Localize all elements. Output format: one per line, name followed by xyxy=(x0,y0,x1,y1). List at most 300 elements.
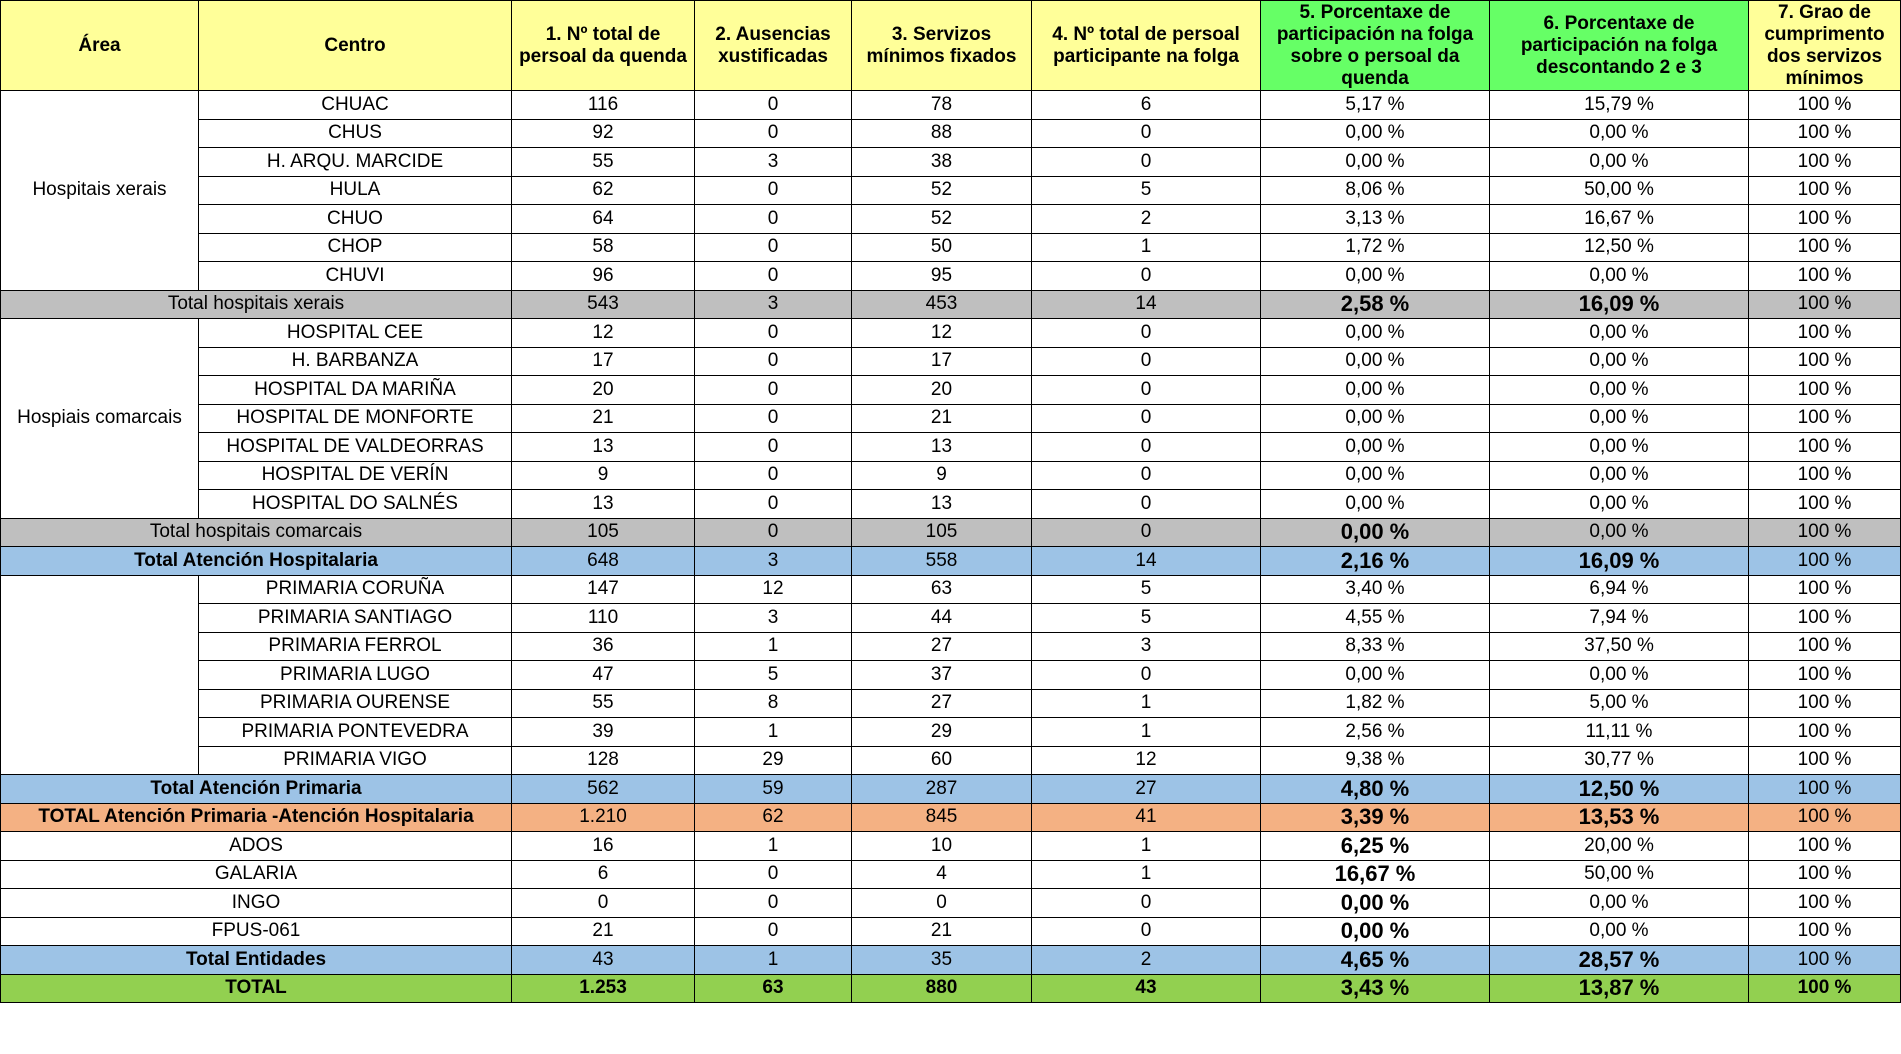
table-row xyxy=(1,376,1901,405)
cell-ausencias: 0 xyxy=(695,917,852,946)
total-row-hospitalaria xyxy=(1,547,1901,576)
cell-porcentaxe-descontando: 0,00 % xyxy=(1490,262,1749,291)
cell-porcentaxe-descontando: 37,50 % xyxy=(1490,632,1749,661)
total-label: Total Atención Primaria xyxy=(1,775,512,804)
cell-total-persoal: 128 xyxy=(512,746,695,775)
cell-porcentaxe-descontando: 0,00 % xyxy=(1490,661,1749,690)
table-row xyxy=(1,632,1901,661)
cell-porcentaxe-descontando: 0,00 % xyxy=(1490,404,1749,433)
cell-ausencias: 0 xyxy=(695,347,852,376)
cell-ausencias: 0 xyxy=(695,860,852,889)
cell-total-persoal: 64 xyxy=(512,205,695,234)
cell-servizos-minimos: 27 xyxy=(852,689,1032,718)
cell-porcentaxe-descontando: 6,94 % xyxy=(1490,575,1749,604)
header-centro: Centro xyxy=(199,1,512,91)
cell-servizos-minimos: 35 xyxy=(852,946,1032,975)
header-servizos-minimos: 3. Servizos mínimos fixados xyxy=(852,1,1032,91)
cell-total-persoal: 92 xyxy=(512,119,695,148)
cell-participantes: 0 xyxy=(1032,262,1261,291)
cell-total-persoal: 62 xyxy=(512,176,695,205)
table-row xyxy=(1,689,1901,718)
cell-ausencias: 59 xyxy=(695,775,852,804)
cell-total-persoal: 105 xyxy=(512,518,695,547)
cell-servizos-minimos: 0 xyxy=(852,889,1032,918)
cell-grao-cumprimento: 100 % xyxy=(1749,233,1901,262)
cell-participantes: 0 xyxy=(1032,917,1261,946)
table-row xyxy=(1,718,1901,747)
cell-ausencias: 5 xyxy=(695,661,852,690)
area-cell: Hospitais xerais xyxy=(1,91,199,291)
cell-porcentaxe-quenda: 0,00 % xyxy=(1261,148,1490,177)
cell-total-persoal: 13 xyxy=(512,433,695,462)
cell-grao-cumprimento: 100 % xyxy=(1749,290,1901,319)
subtotal-row-comarcais xyxy=(1,518,1901,547)
cell-centro: CHUO xyxy=(199,205,512,234)
total-row-ap-ah xyxy=(1,803,1901,832)
cell-porcentaxe-quenda: 0,00 % xyxy=(1261,433,1490,462)
table-row xyxy=(1,404,1901,433)
cell-grao-cumprimento: 100 % xyxy=(1749,205,1901,234)
cell-porcentaxe-descontando: 5,00 % xyxy=(1490,689,1749,718)
cell-participantes: 14 xyxy=(1032,547,1261,576)
cell-servizos-minimos: 558 xyxy=(852,547,1032,576)
cell-total-persoal: 562 xyxy=(512,775,695,804)
cell-centro: PRIMARIA OURENSE xyxy=(199,689,512,718)
cell-total-persoal: 0 xyxy=(512,889,695,918)
cell-grao-cumprimento: 100 % xyxy=(1749,148,1901,177)
cell-porcentaxe-quenda: 16,67 % xyxy=(1261,860,1490,889)
table-row xyxy=(1,233,1901,262)
cell-porcentaxe-quenda: 9,38 % xyxy=(1261,746,1490,775)
cell-ausencias: 1 xyxy=(695,632,852,661)
cell-ausencias: 0 xyxy=(695,176,852,205)
cell-porcentaxe-descontando: 0,00 % xyxy=(1490,461,1749,490)
cell-total-persoal: 13 xyxy=(512,490,695,519)
cell-centro: H. BARBANZA xyxy=(199,347,512,376)
cell-porcentaxe-descontando: 16,09 % xyxy=(1490,547,1749,576)
cell-porcentaxe-descontando: 50,00 % xyxy=(1490,860,1749,889)
cell-servizos-minimos: 37 xyxy=(852,661,1032,690)
cell-grao-cumprimento: 100 % xyxy=(1749,518,1901,547)
cell-centro: PRIMARIA CORUÑA xyxy=(199,575,512,604)
cell-porcentaxe-quenda: 8,33 % xyxy=(1261,632,1490,661)
cell-porcentaxe-descontando: 13,53 % xyxy=(1490,803,1749,832)
cell-participantes: 41 xyxy=(1032,803,1261,832)
cell-ausencias: 62 xyxy=(695,803,852,832)
cell-ausencias: 0 xyxy=(695,119,852,148)
cell-servizos-minimos: 105 xyxy=(852,518,1032,547)
cell-grao-cumprimento: 100 % xyxy=(1749,946,1901,975)
cell-porcentaxe-descontando: 11,11 % xyxy=(1490,718,1749,747)
cell-porcentaxe-quenda: 0,00 % xyxy=(1261,461,1490,490)
header-total-persoal: 1. Nº total de persoal da quenda xyxy=(512,1,695,91)
total-label: TOTAL xyxy=(1,974,512,1003)
header-porcentaxe-quenda: 5. Porcentaxe de participación na folga sobre o persoal da quenda xyxy=(1261,1,1490,91)
cell-servizos-minimos: 17 xyxy=(852,347,1032,376)
cell-porcentaxe-descontando: 0,00 % xyxy=(1490,319,1749,348)
cell-porcentaxe-descontando: 16,09 % xyxy=(1490,290,1749,319)
cell-centro: HOSPITAL DE VERÍN xyxy=(199,461,512,490)
cell-grao-cumprimento: 100 % xyxy=(1749,832,1901,861)
cell-grao-cumprimento: 100 % xyxy=(1749,575,1901,604)
cell-participantes: 5 xyxy=(1032,575,1261,604)
cell-servizos-minimos: 95 xyxy=(852,262,1032,291)
cell-ausencias: 0 xyxy=(695,376,852,405)
cell-porcentaxe-descontando: 20,00 % xyxy=(1490,832,1749,861)
cell-servizos-minimos: 845 xyxy=(852,803,1032,832)
cell-centro: HOSPITAL DO SALNÉS xyxy=(199,490,512,519)
cell-entidade: FPUS-061 xyxy=(1,917,512,946)
cell-porcentaxe-quenda: 6,25 % xyxy=(1261,832,1490,861)
cell-porcentaxe-descontando: 0,00 % xyxy=(1490,490,1749,519)
subtotal-row-xerais xyxy=(1,290,1901,319)
cell-ausencias: 1 xyxy=(695,946,852,975)
table-row xyxy=(1,860,1901,889)
cell-participantes: 0 xyxy=(1032,461,1261,490)
table-row xyxy=(1,205,1901,234)
cell-ausencias: 0 xyxy=(695,433,852,462)
cell-participantes: 0 xyxy=(1032,889,1261,918)
cell-ausencias: 8 xyxy=(695,689,852,718)
cell-participantes: 0 xyxy=(1032,376,1261,405)
cell-participantes: 0 xyxy=(1032,404,1261,433)
cell-grao-cumprimento: 100 % xyxy=(1749,974,1901,1003)
cell-grao-cumprimento: 100 % xyxy=(1749,718,1901,747)
cell-servizos-minimos: 21 xyxy=(852,404,1032,433)
table-row xyxy=(1,661,1901,690)
cell-total-persoal: 12 xyxy=(512,319,695,348)
cell-porcentaxe-quenda: 5,17 % xyxy=(1261,91,1490,120)
cell-grao-cumprimento: 100 % xyxy=(1749,632,1901,661)
table-row xyxy=(1,91,1901,120)
cell-porcentaxe-descontando: 30,77 % xyxy=(1490,746,1749,775)
cell-porcentaxe-quenda: 4,80 % xyxy=(1261,775,1490,804)
cell-grao-cumprimento: 100 % xyxy=(1749,775,1901,804)
cell-total-persoal: 9 xyxy=(512,461,695,490)
table-row xyxy=(1,319,1901,348)
cell-participantes: 2 xyxy=(1032,946,1261,975)
cell-participantes: 1 xyxy=(1032,689,1261,718)
cell-porcentaxe-quenda: 0,00 % xyxy=(1261,889,1490,918)
cell-porcentaxe-quenda: 2,56 % xyxy=(1261,718,1490,747)
cell-ausencias: 3 xyxy=(695,148,852,177)
table-row xyxy=(1,119,1901,148)
cell-grao-cumprimento: 100 % xyxy=(1749,404,1901,433)
cell-servizos-minimos: 12 xyxy=(852,319,1032,348)
cell-total-persoal: 116 xyxy=(512,91,695,120)
cell-participantes: 14 xyxy=(1032,290,1261,319)
cell-porcentaxe-descontando: 12,50 % xyxy=(1490,775,1749,804)
cell-servizos-minimos: 63 xyxy=(852,575,1032,604)
cell-ausencias: 0 xyxy=(695,233,852,262)
table-row xyxy=(1,746,1901,775)
table-row xyxy=(1,490,1901,519)
cell-participantes: 12 xyxy=(1032,746,1261,775)
cell-porcentaxe-descontando: 15,79 % xyxy=(1490,91,1749,120)
cell-porcentaxe-quenda: 0,00 % xyxy=(1261,661,1490,690)
table-row xyxy=(1,575,1901,604)
cell-grao-cumprimento: 100 % xyxy=(1749,803,1901,832)
total-label: Total Atención Hospitalaria xyxy=(1,547,512,576)
cell-total-persoal: 21 xyxy=(512,917,695,946)
cell-servizos-minimos: 38 xyxy=(852,148,1032,177)
cell-centro: CHUVI xyxy=(199,262,512,291)
cell-participantes: 27 xyxy=(1032,775,1261,804)
cell-porcentaxe-quenda: 2,58 % xyxy=(1261,290,1490,319)
cell-porcentaxe-descontando: 0,00 % xyxy=(1490,347,1749,376)
cell-servizos-minimos: 50 xyxy=(852,233,1032,262)
cell-grao-cumprimento: 100 % xyxy=(1749,746,1901,775)
cell-grao-cumprimento: 100 % xyxy=(1749,490,1901,519)
table-body xyxy=(1,91,1901,1003)
cell-participantes: 0 xyxy=(1032,661,1261,690)
table-row xyxy=(1,433,1901,462)
cell-ausencias: 3 xyxy=(695,290,852,319)
cell-ausencias: 1 xyxy=(695,832,852,861)
cell-servizos-minimos: 13 xyxy=(852,490,1032,519)
cell-centro: PRIMARIA SANTIAGO xyxy=(199,604,512,633)
cell-participantes: 5 xyxy=(1032,604,1261,633)
cell-ausencias: 0 xyxy=(695,205,852,234)
cell-porcentaxe-descontando: 0,00 % xyxy=(1490,119,1749,148)
cell-porcentaxe-quenda: 0,00 % xyxy=(1261,917,1490,946)
cell-total-persoal: 6 xyxy=(512,860,695,889)
header-grao-cumprimento: 7. Grao de cumprimento dos servizos mínimos xyxy=(1749,1,1901,91)
cell-participantes: 0 xyxy=(1032,119,1261,148)
cell-grao-cumprimento: 100 % xyxy=(1749,319,1901,348)
cell-participantes: 6 xyxy=(1032,91,1261,120)
cell-porcentaxe-quenda: 0,00 % xyxy=(1261,119,1490,148)
cell-grao-cumprimento: 100 % xyxy=(1749,433,1901,462)
cell-centro: HOSPITAL CEE xyxy=(199,319,512,348)
cell-porcentaxe-quenda: 1,82 % xyxy=(1261,689,1490,718)
table-row xyxy=(1,604,1901,633)
cell-centro: HOSPITAL DE VALDEORRAS xyxy=(199,433,512,462)
cell-porcentaxe-descontando: 0,00 % xyxy=(1490,148,1749,177)
cell-ausencias: 0 xyxy=(695,490,852,519)
cell-servizos-minimos: 20 xyxy=(852,376,1032,405)
cell-porcentaxe-descontando: 28,57 % xyxy=(1490,946,1749,975)
cell-ausencias: 29 xyxy=(695,746,852,775)
cell-servizos-minimos: 9 xyxy=(852,461,1032,490)
cell-total-persoal: 1.210 xyxy=(512,803,695,832)
cell-porcentaxe-descontando: 0,00 % xyxy=(1490,518,1749,547)
cell-servizos-minimos: 4 xyxy=(852,860,1032,889)
cell-centro: PRIMARIA LUGO xyxy=(199,661,512,690)
cell-porcentaxe-descontando: 0,00 % xyxy=(1490,889,1749,918)
cell-total-persoal: 21 xyxy=(512,404,695,433)
cell-ausencias: 0 xyxy=(695,404,852,433)
cell-grao-cumprimento: 100 % xyxy=(1749,91,1901,120)
cell-total-persoal: 58 xyxy=(512,233,695,262)
cell-servizos-minimos: 287 xyxy=(852,775,1032,804)
cell-porcentaxe-quenda: 0,00 % xyxy=(1261,376,1490,405)
cell-porcentaxe-quenda: 4,65 % xyxy=(1261,946,1490,975)
cell-porcentaxe-descontando: 50,00 % xyxy=(1490,176,1749,205)
cell-porcentaxe-quenda: 0,00 % xyxy=(1261,490,1490,519)
cell-total-persoal: 17 xyxy=(512,347,695,376)
cell-porcentaxe-quenda: 3,43 % xyxy=(1261,974,1490,1003)
cell-servizos-minimos: 10 xyxy=(852,832,1032,861)
cell-porcentaxe-descontando: 7,94 % xyxy=(1490,604,1749,633)
cell-servizos-minimos: 29 xyxy=(852,718,1032,747)
cell-total-persoal: 110 xyxy=(512,604,695,633)
cell-porcentaxe-descontando: 0,00 % xyxy=(1490,376,1749,405)
cell-servizos-minimos: 88 xyxy=(852,119,1032,148)
cell-participantes: 0 xyxy=(1032,433,1261,462)
cell-servizos-minimos: 52 xyxy=(852,205,1032,234)
cell-grao-cumprimento: 100 % xyxy=(1749,860,1901,889)
cell-centro: HULA xyxy=(199,176,512,205)
total-label: Total hospitais xerais xyxy=(1,290,512,319)
cell-grao-cumprimento: 100 % xyxy=(1749,547,1901,576)
cell-ausencias: 12 xyxy=(695,575,852,604)
cell-grao-cumprimento: 100 % xyxy=(1749,262,1901,291)
cell-centro: PRIMARIA VIGO xyxy=(199,746,512,775)
cell-total-persoal: 39 xyxy=(512,718,695,747)
cell-total-persoal: 36 xyxy=(512,632,695,661)
cell-total-persoal: 147 xyxy=(512,575,695,604)
table-row xyxy=(1,889,1901,918)
cell-participantes: 0 xyxy=(1032,490,1261,519)
grand-total-row xyxy=(1,974,1901,1003)
cell-porcentaxe-descontando: 16,67 % xyxy=(1490,205,1749,234)
cell-ausencias: 0 xyxy=(695,262,852,291)
header-area: Área xyxy=(1,1,199,91)
total-label: Total hospitais comarcais xyxy=(1,518,512,547)
cell-participantes: 2 xyxy=(1032,205,1261,234)
cell-ausencias: 0 xyxy=(695,889,852,918)
cell-total-persoal: 543 xyxy=(512,290,695,319)
cell-porcentaxe-quenda: 4,55 % xyxy=(1261,604,1490,633)
cell-servizos-minimos: 453 xyxy=(852,290,1032,319)
table-row xyxy=(1,461,1901,490)
total-label: TOTAL Atención Primaria -Atención Hospitalaria xyxy=(1,803,512,832)
cell-centro: H. ARQU. MARCIDE xyxy=(199,148,512,177)
cell-grao-cumprimento: 100 % xyxy=(1749,119,1901,148)
cell-porcentaxe-descontando: 0,00 % xyxy=(1490,433,1749,462)
cell-porcentaxe-quenda: 0,00 % xyxy=(1261,347,1490,376)
cell-servizos-minimos: 880 xyxy=(852,974,1032,1003)
cell-porcentaxe-quenda: 1,72 % xyxy=(1261,233,1490,262)
cell-servizos-minimos: 44 xyxy=(852,604,1032,633)
cell-total-persoal: 47 xyxy=(512,661,695,690)
cell-participantes: 0 xyxy=(1032,347,1261,376)
cell-porcentaxe-quenda: 2,16 % xyxy=(1261,547,1490,576)
cell-entidade: ADOS xyxy=(1,832,512,861)
cell-grao-cumprimento: 100 % xyxy=(1749,376,1901,405)
cell-porcentaxe-descontando: 12,50 % xyxy=(1490,233,1749,262)
cell-total-persoal: 55 xyxy=(512,689,695,718)
cell-centro: CHOP xyxy=(199,233,512,262)
cell-porcentaxe-quenda: 3,13 % xyxy=(1261,205,1490,234)
cell-total-persoal: 96 xyxy=(512,262,695,291)
cell-ausencias: 0 xyxy=(695,319,852,348)
cell-centro: HOSPITAL DE MONFORTE xyxy=(199,404,512,433)
area-cell xyxy=(1,575,199,775)
cell-participantes: 1 xyxy=(1032,233,1261,262)
cell-total-persoal: 20 xyxy=(512,376,695,405)
cell-centro: PRIMARIA PONTEVEDRA xyxy=(199,718,512,747)
cell-servizos-minimos: 52 xyxy=(852,176,1032,205)
area-cell: Hospiais comarcais xyxy=(1,319,199,519)
cell-participantes: 0 xyxy=(1032,518,1261,547)
header-participantes: 4. Nº total de persoal participante na folga xyxy=(1032,1,1261,91)
table-row xyxy=(1,347,1901,376)
cell-servizos-minimos: 60 xyxy=(852,746,1032,775)
cell-centro: PRIMARIA FERROL xyxy=(199,632,512,661)
cell-porcentaxe-quenda: 0,00 % xyxy=(1261,319,1490,348)
cell-grao-cumprimento: 100 % xyxy=(1749,889,1901,918)
cell-ausencias: 0 xyxy=(695,518,852,547)
cell-total-persoal: 648 xyxy=(512,547,695,576)
cell-grao-cumprimento: 100 % xyxy=(1749,176,1901,205)
cell-porcentaxe-quenda: 3,39 % xyxy=(1261,803,1490,832)
cell-porcentaxe-quenda: 0,00 % xyxy=(1261,404,1490,433)
cell-centro: HOSPITAL DA MARIÑA xyxy=(199,376,512,405)
cell-ausencias: 0 xyxy=(695,91,852,120)
cell-total-persoal: 43 xyxy=(512,946,695,975)
cell-grao-cumprimento: 100 % xyxy=(1749,917,1901,946)
cell-servizos-minimos: 21 xyxy=(852,917,1032,946)
table-row xyxy=(1,176,1901,205)
cell-servizos-minimos: 13 xyxy=(852,433,1032,462)
table-row xyxy=(1,262,1901,291)
cell-grao-cumprimento: 100 % xyxy=(1749,461,1901,490)
cell-participantes: 3 xyxy=(1032,632,1261,661)
cell-participantes: 1 xyxy=(1032,832,1261,861)
cell-porcentaxe-quenda: 0,00 % xyxy=(1261,518,1490,547)
cell-grao-cumprimento: 100 % xyxy=(1749,661,1901,690)
cell-ausencias: 3 xyxy=(695,604,852,633)
cell-ausencias: 0 xyxy=(695,461,852,490)
cell-ausencias: 1 xyxy=(695,718,852,747)
cell-porcentaxe-quenda: 8,06 % xyxy=(1261,176,1490,205)
cell-participantes: 1 xyxy=(1032,860,1261,889)
cell-participantes: 1 xyxy=(1032,718,1261,747)
cell-total-persoal: 1.253 xyxy=(512,974,695,1003)
cell-servizos-minimos: 78 xyxy=(852,91,1032,120)
total-row-primaria xyxy=(1,775,1901,804)
cell-participantes: 43 xyxy=(1032,974,1261,1003)
table-row xyxy=(1,832,1901,861)
cell-participantes: 0 xyxy=(1032,319,1261,348)
header-ausencias: 2. Ausencias xustificadas xyxy=(695,1,852,91)
cell-ausencias: 3 xyxy=(695,547,852,576)
table-row xyxy=(1,148,1901,177)
cell-grao-cumprimento: 100 % xyxy=(1749,689,1901,718)
cell-participantes: 5 xyxy=(1032,176,1261,205)
table-row xyxy=(1,917,1901,946)
cell-porcentaxe-descontando: 13,87 % xyxy=(1490,974,1749,1003)
header-row xyxy=(1,1,1901,91)
cell-entidade: GALARIA xyxy=(1,860,512,889)
cell-entidade: INGO xyxy=(1,889,512,918)
cell-participantes: 0 xyxy=(1032,148,1261,177)
total-row-entidades xyxy=(1,946,1901,975)
cell-total-persoal: 55 xyxy=(512,148,695,177)
cell-centro: CHUAC xyxy=(199,91,512,120)
cell-servizos-minimos: 27 xyxy=(852,632,1032,661)
header-porcentaxe-descontando: 6. Porcentaxe de participación na folga descontando 2 e 3 xyxy=(1490,1,1749,91)
cell-grao-cumprimento: 100 % xyxy=(1749,347,1901,376)
cell-total-persoal: 16 xyxy=(512,832,695,861)
cell-porcentaxe-quenda: 3,40 % xyxy=(1261,575,1490,604)
cell-centro: CHUS xyxy=(199,119,512,148)
cell-ausencias: 63 xyxy=(695,974,852,1003)
total-label: Total Entidades xyxy=(1,946,512,975)
cell-porcentaxe-descontando: 0,00 % xyxy=(1490,917,1749,946)
